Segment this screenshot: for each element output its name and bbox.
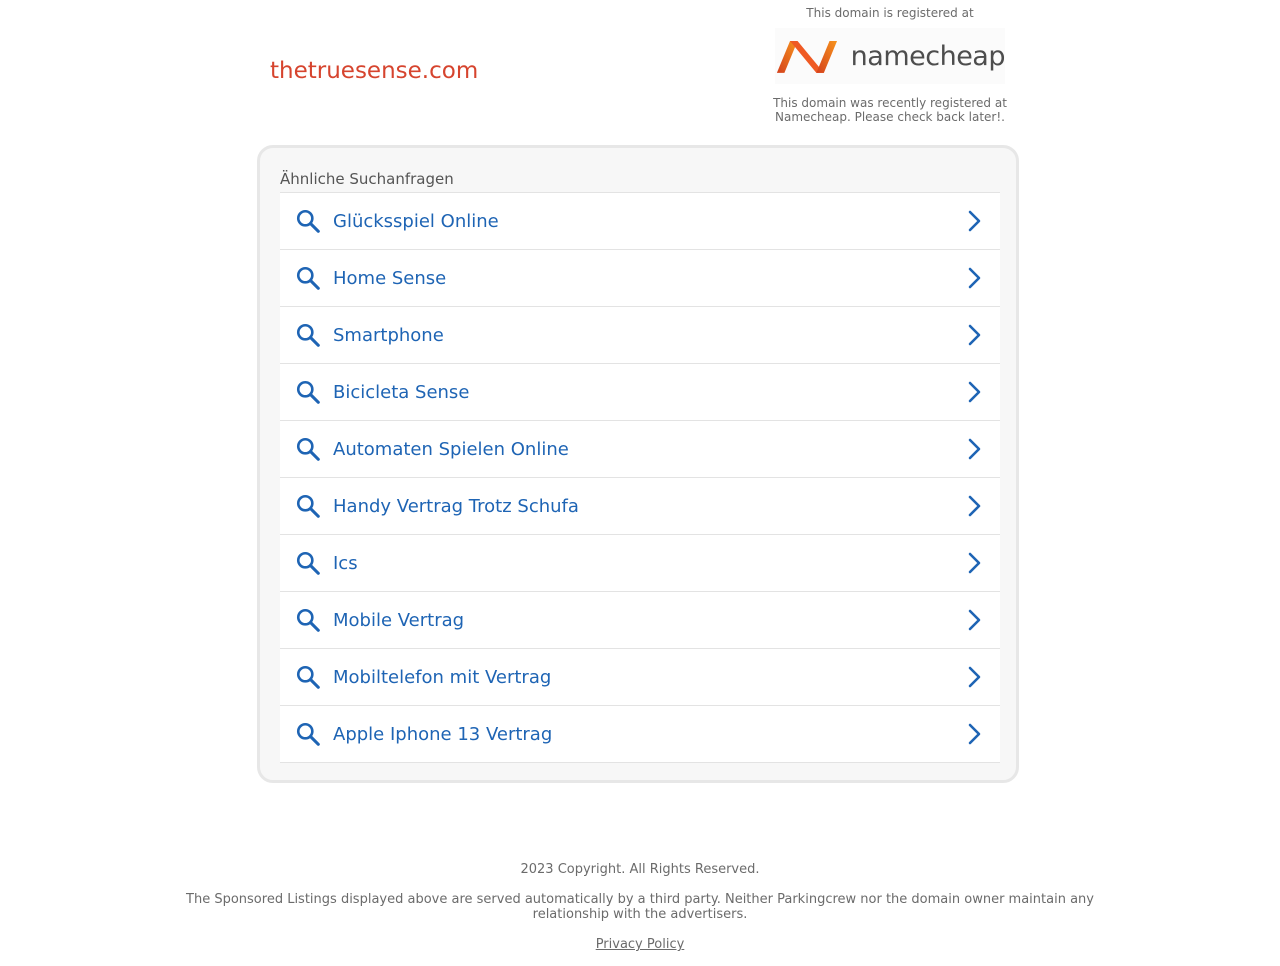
result-label: Ics <box>333 552 358 574</box>
copyright-text: 2023 Copyright. All Rights Reserved. <box>520 862 760 877</box>
panel-title: Ähnliche Suchanfragen <box>280 170 454 188</box>
disclaimer-text: The Sponsored Listings displayed above are served automatically by a third party. Neither Parkingcrew nor the domain owner maintain any relationship with the advertisers. <box>186 892 1094 922</box>
chevron-right-icon <box>964 380 984 404</box>
chevron-right-icon <box>964 209 984 233</box>
result-item[interactable] <box>280 706 1000 763</box>
result-label: Apple Iphone 13 Vertrag <box>333 723 553 745</box>
result-label: Handy Vertrag Trotz Schufa <box>333 495 579 517</box>
registrar-box <box>760 0 1020 124</box>
search-icon <box>295 721 321 747</box>
chevron-right-icon <box>964 437 984 461</box>
result-label: Mobile Vertrag <box>333 609 465 631</box>
search-icon <box>295 322 321 348</box>
namecheap-logo-icon <box>775 36 843 76</box>
search-icon <box>295 265 321 291</box>
result-label: Home Sense <box>333 267 447 289</box>
search-icon <box>295 664 321 690</box>
result-label: Bicicleta Sense <box>333 381 470 403</box>
result-item[interactable] <box>280 307 1000 364</box>
chevron-right-icon <box>964 722 984 746</box>
chevron-right-icon <box>964 494 984 518</box>
result-item[interactable] <box>280 592 1000 649</box>
result-item[interactable] <box>280 421 1000 478</box>
chevron-right-icon <box>964 266 984 290</box>
result-label: Mobiltelefon mit Vertrag <box>333 666 552 688</box>
search-icon <box>295 607 321 633</box>
search-icon <box>295 208 321 234</box>
results-list <box>280 192 1000 763</box>
registrar-name: namecheap <box>850 40 1005 72</box>
footer <box>0 862 1280 952</box>
result-item[interactable] <box>280 649 1000 706</box>
privacy-policy-link[interactable]: Privacy Policy <box>595 937 685 952</box>
chevron-right-icon <box>964 323 984 347</box>
result-label: Smartphone <box>333 324 444 346</box>
related-searches-panel <box>257 145 1019 783</box>
result-label: Automaten Spielen Online <box>333 438 569 460</box>
result-item[interactable] <box>280 478 1000 535</box>
search-icon <box>295 550 321 576</box>
result-item[interactable] <box>280 250 1000 307</box>
search-icon <box>295 379 321 405</box>
search-icon <box>295 493 321 519</box>
chevron-right-icon <box>964 608 984 632</box>
registrar-note: This domain was recently registered at Namecheap. Please check back later!. <box>773 96 1007 124</box>
namecheap-logo-link[interactable] <box>775 28 1005 84</box>
header <box>0 0 1280 145</box>
domain-name-link[interactable]: thetruesense.com <box>270 58 479 84</box>
registered-at-label: This domain is registered at <box>806 6 974 20</box>
search-icon <box>295 436 321 462</box>
chevron-right-icon <box>964 551 984 575</box>
result-label: Glücksspiel Online <box>333 210 499 232</box>
result-item[interactable] <box>280 535 1000 592</box>
chevron-right-icon <box>964 665 984 689</box>
result-item[interactable] <box>280 193 1000 250</box>
result-item[interactable] <box>280 364 1000 421</box>
